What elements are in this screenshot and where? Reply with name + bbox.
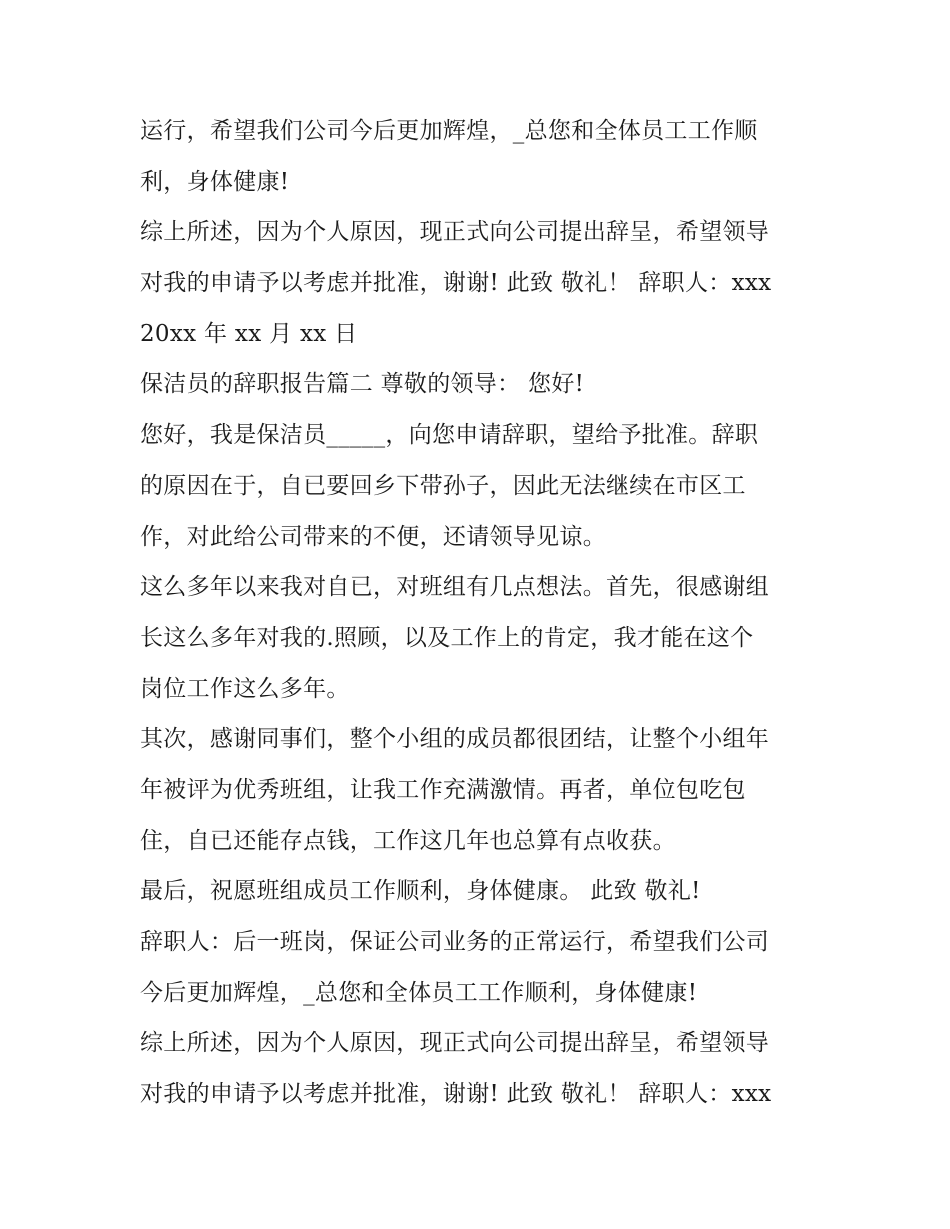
text-line: 这么多年以来我对自已，对班组有几点想法。首先，很感谢组 bbox=[140, 574, 770, 601]
text-line: 最后，祝愿班组成员工作顺利，身体健康。 此致 敬礼! bbox=[140, 878, 701, 905]
text-line: 综上所述，因为个人原因，现正式向公司提出辞呈，希望领导 bbox=[140, 219, 770, 246]
text-line: 今后更加辉煌，_总您和全体员工工作顺利，身体健康! bbox=[140, 979, 698, 1006]
section-heading: 保洁员的辞职报告篇二 尊敬的领导： 您好! bbox=[140, 371, 585, 398]
text-line: 其次，感谢同事们，整个小组的成员都很团结，让整个小组年 bbox=[140, 726, 770, 753]
date-line: 20xx 年 xx 月 xx 日 bbox=[140, 320, 358, 347]
text-line: 利，身体健康! bbox=[140, 168, 290, 195]
text-line: 作，对此给公司带来的不便，还请领导见谅。 bbox=[140, 523, 606, 550]
text-line: 运行，希望我们公司今后更加辉煌，_总您和全体员工工作顺 bbox=[140, 118, 758, 144]
text-line: 岗位工作这么多年。 bbox=[140, 675, 350, 702]
text-line: 的原因在于，自已要回乡下带孙子，因此无法继续在市区工 bbox=[140, 472, 746, 499]
text-line: 辞职人：后一班岗，保证公司业务的正常运行，希望我们公司 bbox=[140, 929, 770, 955]
text-line: 年被评为优秀班组，让我工作充满激情。再者，单位包吃包 bbox=[140, 776, 746, 803]
text-line: 您好，我是保洁员_____，向您申请辞职，望给予批准。辞职 bbox=[140, 422, 759, 449]
document-body bbox=[140, 106, 820, 1120]
text-line: 长这么多年对我的.照顾，以及工作上的肯定，我才能在这个 bbox=[140, 624, 754, 651]
text-line: 综上所述，因为个人原因，现正式向公司提出辞呈，希望领导 bbox=[140, 1030, 770, 1057]
text-line: 对我的申请予以考虑并批准，谢谢! 此致 敬礼！ 辞职人：xxx bbox=[140, 270, 772, 297]
text-line: 住，自已还能存点钱，工作这几年也总算有点收获。 bbox=[140, 827, 676, 854]
text-line: 对我的申请予以考虑并批准，谢谢! 此致 敬礼！ 辞职人：xxx bbox=[140, 1081, 772, 1108]
